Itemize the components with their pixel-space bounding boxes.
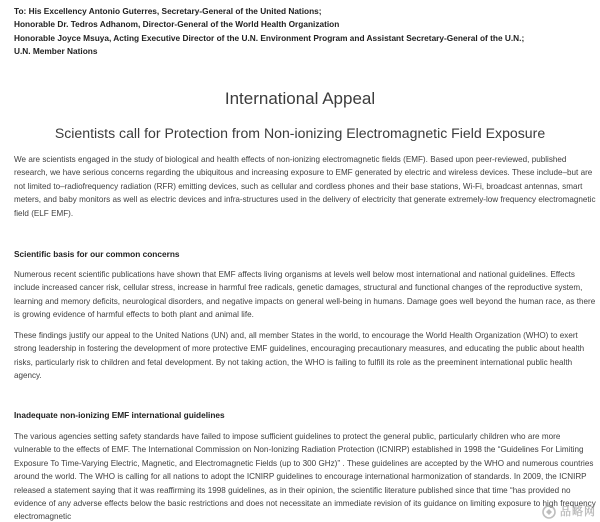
- addressee-line: U.N. Member Nations: [14, 46, 98, 57]
- intro-paragraph: We are scientists engaged in the study of biological and health effects of non-ionizing electromagnetic fields (EMF). Based upon peer-reviewed, published research, we have serious concerns regarding the ubiquitous and increasing exposure to EMF generated by electric and wireless devices. These include–but are not limited to–radiofrequency radiation (RFR) emitting devices, such as cellular and cordless phones and their base stations, Wi-Fi, broadcast antennas, smart meters, and baby monitors as well as electric devices and infra-structures used in the delivery of electricity that generate extremely-low frequency electromagnetic field (ELF EMF).: [14, 155, 596, 218]
- document-title: International Appeal: [224, 89, 376, 108]
- addressee-block: [14, 5, 598, 59]
- inadequate-guidelines-paragraph-1: The various agencies setting safety standards have failed to impose sufficient guidelines to protect the general public, particularly children who are more vulnerable to the effects of EMF. The International Commission on Non-Ionizing Radiation Protection (ICNIRP) established in 1998 the “Guidelines For Limiting Exposure To Time-Varying Electric, Magnetic, and Electromagnetic Fields (up to 300 GHz)” . These guidelines are accepted by the WHO and numerous countries around the world. The WHO is calling for all nations to adopt the ICNIRP guidelines to encourage international harmonization of standards. In 2009, the ICNIRP released a statement saying that it was reaffirming its 1998 guidelines, as in their opinion, the scientific literature published since that time “has provided no evidence of any adverse effects below the basic restrictions and does not necessitate an immediate revision of its guidance on limiting exposure to high frequency electromagnetic: [14, 432, 596, 522]
- watermark-logo-icon: [541, 505, 557, 519]
- addressee-line: To: His Excellency Antonio Guterres, Secretary-General of the United Nations;: [14, 6, 322, 16]
- section-heading-scientific-basis: Scientific basis for our common concerns: [14, 249, 180, 259]
- document-subtitle: Scientists call for Protection from Non-ionizing Electromagnetic Field Exposure: [54, 125, 546, 141]
- section-heading-inadequate-guidelines: Inadequate non-ionizing EMF international guidelines: [14, 410, 225, 420]
- scientific-basis-paragraph-2: These findings justify our appeal to the United Nations (UN) and, all member States in the world, to encourage the World Health Organization (WHO) to exert strong leadership in fostering the development of more protective EMF guidelines, encouraging precautionary measures, and educating the public about health risks, particularly risk to children and fetal development. By not taking action, the WHO is failing to fulfill its role as the preeminent international public health agency.: [14, 331, 585, 381]
- addressee-line: Honorable Dr. Tedros Adhanom, Director-General of the World Health Organization: [14, 19, 340, 30]
- scientific-basis-paragraph-1: Numerous recent scientific publications have shown that EMF affects living organisms at levels well below most international and national guidelines. Effects include increased cancer risk, cellular stress, increase in harmful free radicals, genetic damages, structural and functional changes of the reproductive system, learning and memory deficits, neurological disorders, and negative impacts on general well-being in humans. Damage goes well beyond the human race, as there is growing evidence of harmful effects to both plant and animal life.: [14, 270, 596, 320]
- addressee-line: Honorable Joyce Msuya, Acting Executive Director of the U.N. Environment Program and Assistant Secretary-General of the U.N.;: [14, 32, 525, 43]
- watermark-text: 品略网: [560, 506, 596, 518]
- site-watermark: [510, 504, 596, 520]
